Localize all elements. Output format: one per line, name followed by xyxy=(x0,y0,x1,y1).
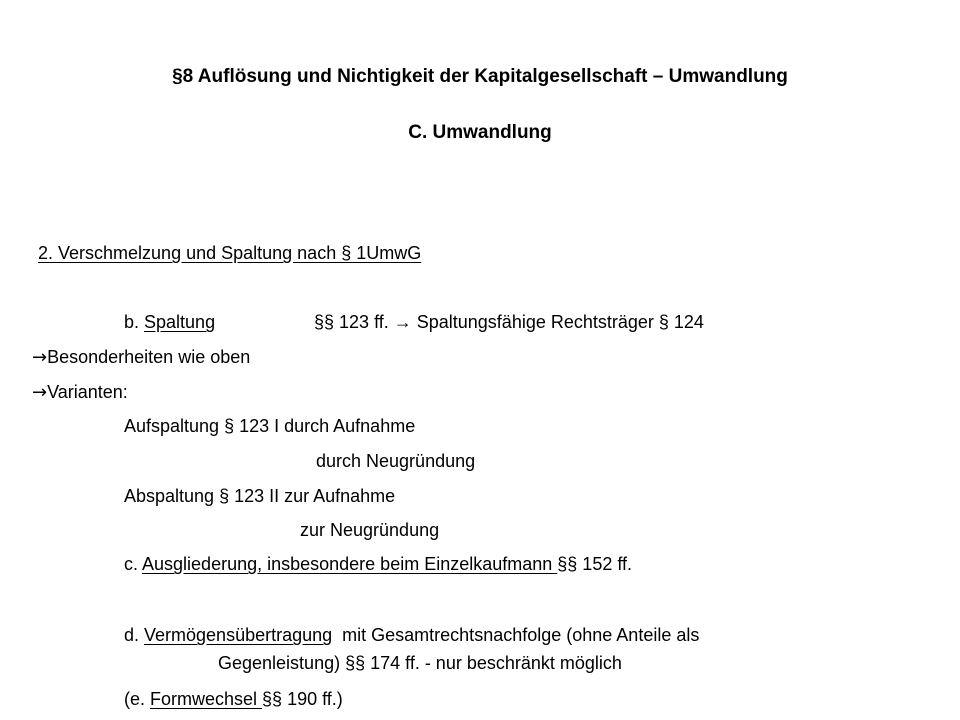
arrow-right-icon: → xyxy=(32,382,48,403)
vermoegen-prefix: d. xyxy=(124,625,145,645)
bullet-text: Varianten: xyxy=(47,382,128,402)
slide-title: §8 Auflösung und Nichtigkeit der Kapitalgesellschaft – Umwandlung xyxy=(172,66,788,87)
formwechsel-line xyxy=(124,688,343,710)
arrow-right-icon: → xyxy=(32,347,48,368)
ausgliederung-line xyxy=(124,553,632,575)
spaltung-refs: §§ 123 ff. → Spaltungsfähige Rechtsträger § 124 xyxy=(314,312,704,332)
ausgliederung-refs: §§ 152 ff. xyxy=(557,554,633,574)
vermoegen-term: Vermögensübertragung xyxy=(144,625,333,645)
formwechsel-term: Formwechsel xyxy=(150,689,263,709)
abspaltung-neugruendung: zur Neugründung xyxy=(300,520,440,540)
spaltung-prefix: b. xyxy=(124,312,145,332)
aufspaltung-neugruendung: durch Neugründung xyxy=(316,451,476,471)
formwechsel-prefix: (e. xyxy=(124,689,151,709)
aufspaltung-line: Aufspaltung § 123 I durch Aufnahme xyxy=(124,416,416,436)
bullet-text: Besonderheiten wie oben xyxy=(47,347,251,367)
abspaltung-line: Abspaltung § 123 II zur Aufnahme xyxy=(124,486,396,506)
formwechsel-refs: §§ 190 ff.) xyxy=(262,689,343,709)
bullet-varianten xyxy=(32,381,128,404)
section-heading: 2. Verschmelzung und Spaltung nach § 1UmwG xyxy=(38,243,422,263)
vermoegen-rest: mit Gesamtrechtsnachfolge (ohne Anteile als xyxy=(332,625,700,645)
slide-subtitle: C. Umwandlung xyxy=(408,122,552,143)
bullet-besonderheiten xyxy=(32,346,250,369)
vermoegen-line xyxy=(124,624,699,646)
ausgliederung-prefix: c. xyxy=(124,554,143,574)
ausgliederung-term: Ausgliederung, insbesondere beim Einzelkaufmann xyxy=(142,554,558,574)
spaltung-term: Spaltung xyxy=(144,312,216,332)
spaltung-line xyxy=(124,311,704,333)
vermoegen-line2: Gegenleistung) §§ 174 ff. - nur beschränkt möglich xyxy=(218,653,622,673)
